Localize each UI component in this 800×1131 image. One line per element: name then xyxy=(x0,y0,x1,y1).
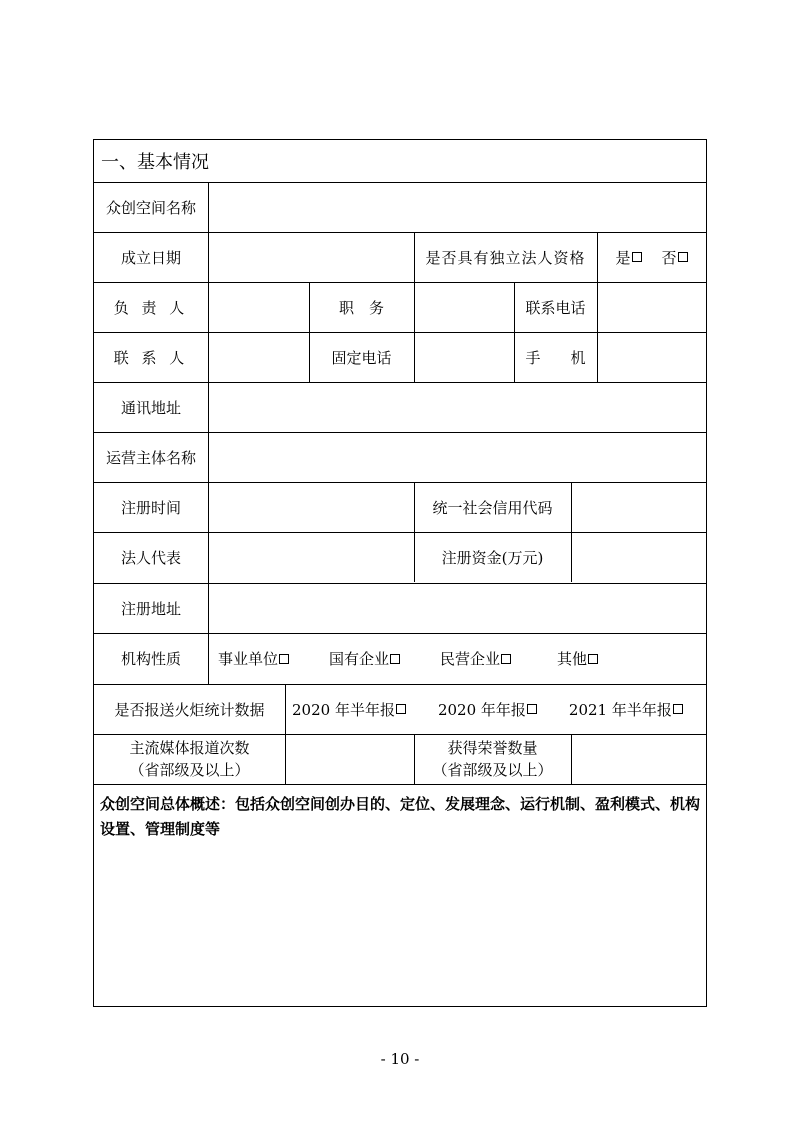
torch-2021-half: 2021 年半年报 xyxy=(568,700,672,719)
overview-field[interactable] xyxy=(94,840,706,1004)
yes-checkbox[interactable] xyxy=(632,252,642,262)
position-label: 职 务 xyxy=(338,298,384,317)
public-institution-checkbox[interactable] xyxy=(279,654,289,664)
torch-2020-annual: 2020 年年报 xyxy=(437,700,526,719)
option-other: 其他 xyxy=(557,650,588,668)
registered-capital-field[interactable] xyxy=(571,532,706,583)
yes-option-label: 是 xyxy=(615,248,631,267)
contact-phone-field[interactable] xyxy=(597,282,706,332)
application-form-table xyxy=(93,139,707,1007)
registration-time-label: 注册时间 xyxy=(120,498,181,517)
landline-field[interactable] xyxy=(414,332,514,382)
torch-stats-options xyxy=(286,684,706,734)
founded-date-field[interactable] xyxy=(209,232,414,282)
private-checkbox[interactable] xyxy=(501,654,511,664)
org-nature-label: 机构性质 xyxy=(120,650,181,668)
other-checkbox[interactable] xyxy=(588,654,598,664)
media-reports-label-line1: 主流媒体报道次数 xyxy=(129,739,250,757)
no-checkbox[interactable] xyxy=(678,252,688,262)
contact-person-field[interactable] xyxy=(209,332,309,382)
torch-2020-annual-checkbox[interactable] xyxy=(527,704,537,714)
media-reports-label-line2: （省部级及以上） xyxy=(129,761,250,779)
landline-label: 固定电话 xyxy=(331,348,392,367)
registered-capital-label: 注册资金(万元) xyxy=(441,549,544,567)
legal-rep-label: 法人代表 xyxy=(120,549,181,567)
section-title: 一、基本情况 xyxy=(101,152,209,173)
operator-name-label: 运营主体名称 xyxy=(105,448,196,467)
no-option-label: 否 xyxy=(661,248,677,267)
honors-label-line2: （省部级及以上） xyxy=(432,761,553,779)
principal-label: 负 责 人 xyxy=(113,298,189,317)
contact-phone-label: 联系电话 xyxy=(525,298,586,317)
org-nature-options xyxy=(209,633,706,684)
founded-date-label: 成立日期 xyxy=(120,248,181,267)
legal-entity-options xyxy=(597,232,706,282)
torch-2020-half: 2020 年半年报 xyxy=(292,700,395,719)
option-private: 民营企业 xyxy=(440,650,501,668)
space-name-label: 众创空间名称 xyxy=(105,198,196,217)
credit-code-field[interactable] xyxy=(571,482,706,532)
media-reports-label xyxy=(94,734,285,784)
legal-rep-field[interactable] xyxy=(209,532,414,583)
state-owned-checkbox[interactable] xyxy=(390,654,400,664)
option-public-institution: 事业单位 xyxy=(218,650,279,668)
position-field[interactable] xyxy=(414,282,514,332)
option-state-owned: 国有企业 xyxy=(329,650,390,668)
mobile-field[interactable] xyxy=(597,332,706,382)
honors-field[interactable] xyxy=(571,734,706,784)
principal-field[interactable] xyxy=(209,282,309,332)
honors-label-line1: 获得荣誉数量 xyxy=(447,739,538,757)
registration-time-field[interactable] xyxy=(209,482,414,532)
contact-person-label: 联 系 人 xyxy=(113,348,189,367)
credit-code-label: 统一社会信用代码 xyxy=(432,498,553,517)
registered-address-label: 注册地址 xyxy=(120,599,181,618)
row-divider xyxy=(94,784,706,785)
space-name-field[interactable] xyxy=(209,182,706,232)
page-number: - 10 - xyxy=(380,1050,420,1068)
operator-name-field[interactable] xyxy=(209,432,706,482)
registered-address-field[interactable] xyxy=(209,583,706,633)
honors-label xyxy=(414,734,571,784)
mailing-address-label: 通讯地址 xyxy=(120,398,181,417)
mobile-label: 手 机 xyxy=(525,348,586,367)
legal-entity-label: 是否具有独立法人资格 xyxy=(425,248,586,267)
torch-2020-half-checkbox[interactable] xyxy=(396,704,406,714)
torch-stats-label: 是否报送火炬统计数据 xyxy=(114,700,265,719)
overview-prompt: 众创空间总体概述：包括众创空间创办目的、定位、发展理念、运行机制、盈利模式、机构设置、管理制度等 xyxy=(100,795,701,838)
torch-2021-half-checkbox[interactable] xyxy=(673,704,683,714)
media-reports-field[interactable] xyxy=(286,734,414,784)
mailing-address-field[interactable] xyxy=(209,382,706,432)
